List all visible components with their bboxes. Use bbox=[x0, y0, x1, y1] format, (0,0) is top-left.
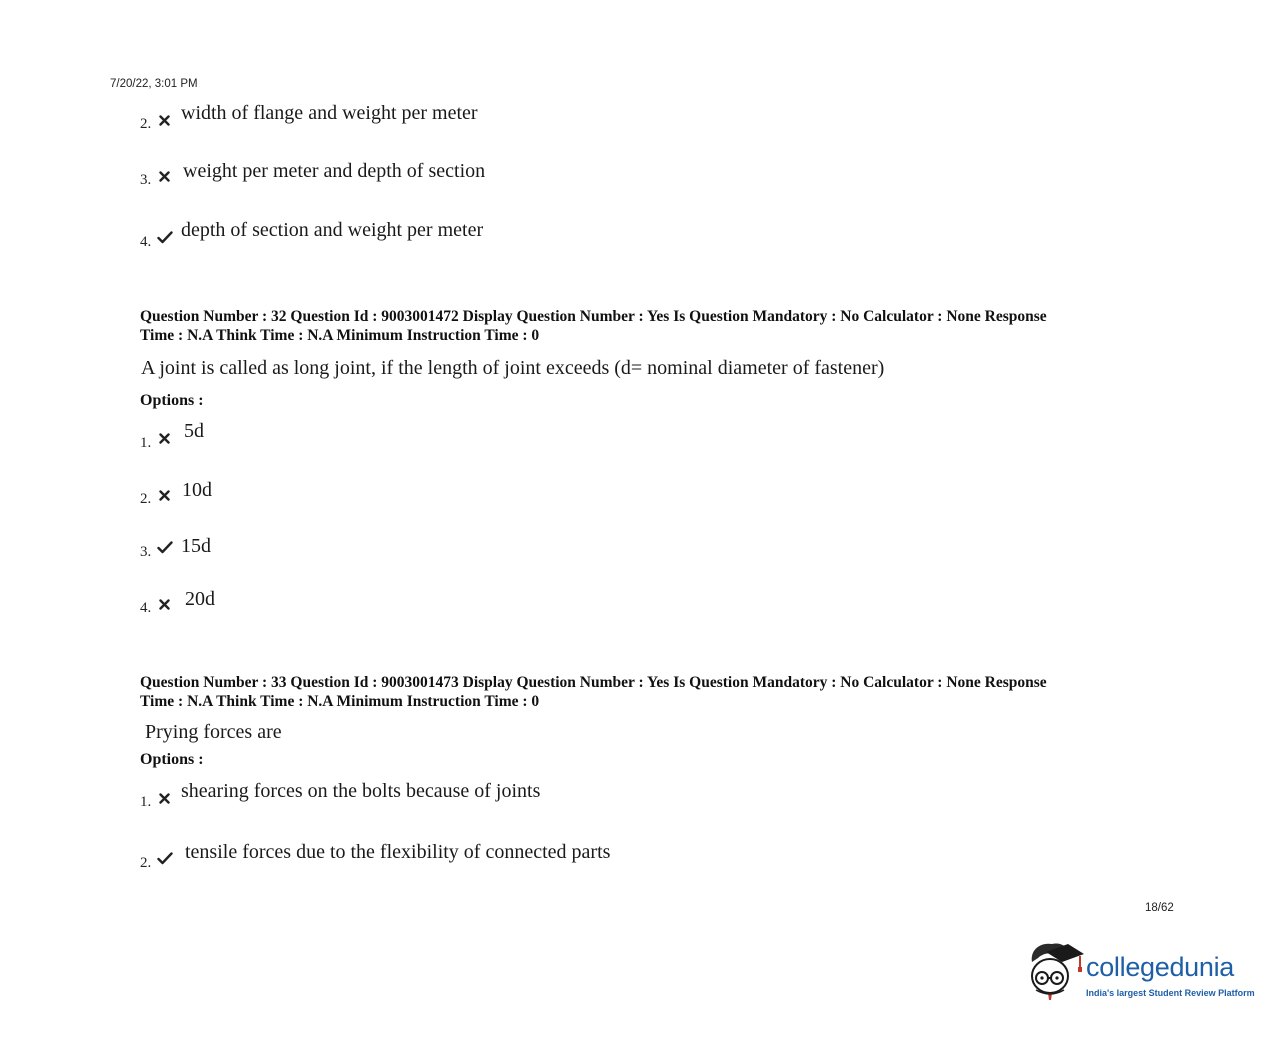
logo-tagline: India's largest Student Review Platform bbox=[1086, 988, 1255, 998]
question-meta-line1: Question Number : 32 Question Id : 9003001472 Display Question Number : Yes Is Question Mandatory : No Calculator : None Response bbox=[140, 308, 1047, 325]
option-text: 5d bbox=[184, 420, 204, 442]
option-text: 20d bbox=[185, 588, 215, 610]
option-number: 2. bbox=[140, 116, 152, 132]
option-number: 4. bbox=[140, 234, 152, 250]
incorrect-icon bbox=[159, 433, 170, 444]
question-meta bbox=[140, 307, 1170, 345]
option-number: 3. bbox=[140, 544, 152, 560]
collegedunia-logo bbox=[1024, 940, 1254, 1010]
correct-check-icon bbox=[157, 231, 173, 244]
question-meta-line2: Time : N.A Think Time : N.A Minimum Instruction Time : 0 bbox=[140, 693, 540, 710]
incorrect-icon bbox=[159, 793, 170, 804]
incorrect-icon bbox=[159, 599, 170, 610]
option-text: depth of section and weight per meter bbox=[181, 219, 484, 241]
incorrect-icon bbox=[159, 115, 170, 126]
incorrect-icon bbox=[159, 490, 170, 501]
option-text: width of flange and weight per meter bbox=[181, 102, 478, 124]
correct-check-icon bbox=[157, 852, 173, 865]
option-number: 3. bbox=[140, 172, 152, 188]
option-text: weight per meter and depth of section bbox=[183, 160, 486, 182]
options-label: Options : bbox=[140, 392, 204, 409]
option-text: 10d bbox=[182, 479, 212, 501]
print-timestamp: 7/20/22, 3:01 PM bbox=[110, 78, 198, 90]
page-number: 18/62 bbox=[1145, 902, 1174, 914]
option-number: 1. bbox=[140, 435, 152, 451]
options-label: Options : bbox=[140, 751, 204, 768]
question-meta bbox=[140, 673, 1170, 711]
option-text: tensile forces due to the flexibility of connected parts bbox=[185, 841, 611, 863]
question-meta-line1: Question Number : 33 Question Id : 9003001473 Display Question Number : Yes Is Question Mandatory : No Calculator : None Response bbox=[140, 674, 1047, 691]
option-text: 15d bbox=[181, 535, 211, 557]
option-text: shearing forces on the bolts because of joints bbox=[181, 780, 541, 802]
option-number: 2. bbox=[140, 491, 152, 507]
question-text: Prying forces are bbox=[145, 721, 282, 743]
option-number: 2. bbox=[140, 855, 152, 871]
incorrect-icon bbox=[159, 171, 170, 182]
mascot-icon bbox=[1024, 940, 1086, 1013]
question-meta-line2: Time : N.A Think Time : N.A Minimum Instruction Time : 0 bbox=[140, 327, 540, 344]
correct-check-icon bbox=[157, 541, 173, 554]
option-number: 1. bbox=[140, 794, 152, 810]
question-text: A joint is called as long joint, if the length of joint exceeds (d= nominal diameter of fastener) bbox=[141, 357, 885, 379]
logo-wordmark: collegedunia bbox=[1086, 952, 1235, 982]
option-number: 4. bbox=[140, 600, 152, 616]
